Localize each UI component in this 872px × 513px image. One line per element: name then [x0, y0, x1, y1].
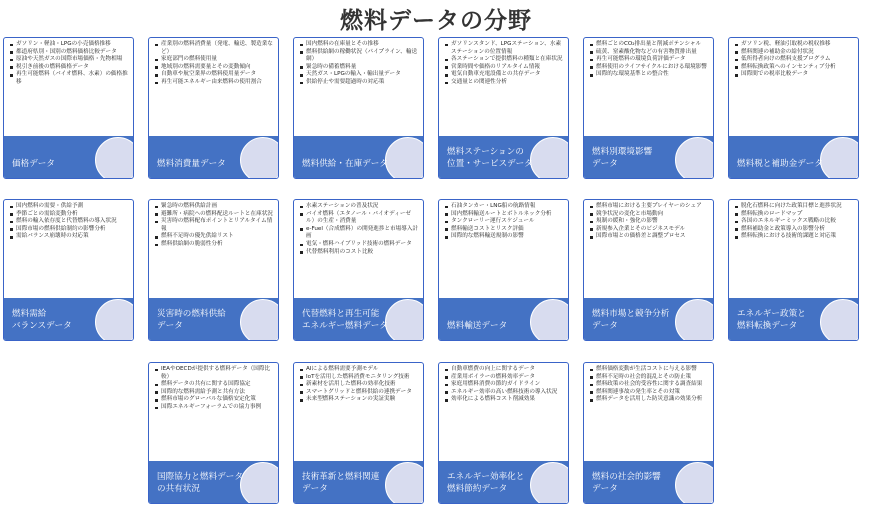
list-item: スマートグリッドと燃料供給の連携データ [300, 389, 419, 397]
list-item: エネルギー効率の高い燃料技術の導入状況 [445, 389, 564, 397]
category-card [148, 199, 279, 341]
category-card [728, 37, 859, 179]
list-item: 産業別の燃料消費量（発電、輸送、製造業など） [155, 41, 274, 56]
list-item: 国際的な環境基準との整合性 [590, 71, 709, 79]
list-item: 供給停止や需要超過時の対応策 [300, 79, 419, 87]
item-list [584, 38, 713, 79]
decorative-circle-icon [95, 137, 134, 179]
decorative-circle-icon [385, 462, 424, 504]
list-item: 各ステーションで提供燃料の種類と在庫状況 [445, 56, 564, 64]
list-item: e-Fuel（合成燃料）の開発進捗と市場導入計画 [300, 226, 419, 241]
list-item: ガソリン税、軽油引取税の税収推移 [735, 41, 854, 49]
list-item: 燃料データを活用した防災意識の効果分析 [590, 396, 709, 404]
category-label: 災害時の燃料供給 データ [157, 309, 226, 331]
list-item: 燃料使用のライフサイクルにおける環境影響 [590, 64, 709, 72]
list-item: 燃料転換における技術的課題と対応策 [735, 233, 854, 241]
list-item: バイオ燃料（エタノール・バイオディーゼル）の生産・消費量 [300, 211, 419, 226]
category-label: 国際協力と燃料データ の共有状況 [157, 472, 243, 494]
item-list [149, 200, 278, 249]
category-label-band [149, 298, 278, 340]
decorative-circle-icon [675, 462, 714, 504]
list-item: 燃料供給網の稼働状況（パイプライン、輸送網） [300, 49, 419, 64]
item-list [294, 38, 423, 87]
list-item: 競争状況の変化と市場動向 [590, 211, 709, 219]
category-label-band [584, 298, 713, 340]
decorative-circle-icon [240, 462, 279, 504]
list-item: 国際的な燃料需給予測と共有方法 [155, 389, 274, 397]
category-card [293, 362, 424, 504]
list-item: 災害時の燃料配布ポイントとリアルタイム情報 [155, 218, 274, 233]
list-item: 代替燃料利用のコスト比較 [300, 249, 419, 257]
list-item: 脱化石燃料に向けた政策目標と進捗状況 [735, 203, 854, 211]
category-card [438, 199, 569, 341]
decorative-circle-icon [820, 299, 859, 341]
list-item: 燃料関連事故の発生率とその対策 [590, 389, 709, 397]
list-item: 家庭用燃料消費の節約ガイドライン [445, 381, 564, 389]
category-label: 価格データ [12, 159, 55, 169]
category-label-band [4, 298, 133, 340]
list-item: 燃料関連の補助金の給付状況 [735, 49, 854, 57]
list-item: 国際的な燃料輸送規制の影響 [445, 233, 564, 241]
category-card [438, 37, 569, 179]
list-item: 国内燃料の需要・供給予測 [10, 203, 129, 211]
list-item: 燃料転換政策へのインセンティブ分析 [735, 64, 854, 72]
item-list [4, 38, 133, 87]
category-label: 燃料需給 バランスデータ [12, 309, 72, 331]
list-item: 営業時間や価格のリアルタイム情報 [445, 64, 564, 72]
decorative-circle-icon [675, 299, 714, 341]
decorative-circle-icon [675, 137, 714, 179]
list-item: 地域別の燃料需要量とその変動傾向 [155, 64, 274, 72]
item-list [584, 363, 713, 404]
list-item: IoTを活用した燃料消費モニタリング技術 [300, 374, 419, 382]
item-list [729, 38, 858, 79]
list-item: 国際エネルギーフォーラムでの協力事例 [155, 404, 274, 412]
category-card [293, 199, 424, 341]
list-item: 産業用ボイラーの燃料効率データ [445, 374, 564, 382]
list-item: 国際市場の燃料供給制約の影響分析 [10, 226, 129, 234]
category-label-band [294, 136, 423, 178]
list-item: 税引き前後の燃料価格データ [10, 64, 129, 72]
item-list [149, 38, 278, 87]
category-label: 燃料供給・在庫データ [302, 159, 388, 169]
category-label-band [149, 461, 278, 503]
category-card [148, 362, 279, 504]
list-item: 石油タンカー・LNG船の航路情報 [445, 203, 564, 211]
category-label: 代替燃料と再生可能 エネルギー燃料データ [302, 309, 388, 331]
list-item: 電気・燃料ハイブリッド技術の燃料データ [300, 241, 419, 249]
category-label: 技術革新と燃料関連 データ [302, 472, 380, 494]
category-label-band [4, 136, 133, 178]
list-item: 燃料市場における主要プレイヤーのシェア [590, 203, 709, 211]
list-item: 家庭部門の燃料使用量 [155, 56, 274, 64]
list-item: ガソリン・軽油・LPGの小売価格推移 [10, 41, 129, 49]
list-item: 再生可能エネルギー由来燃料の使用割合 [155, 79, 274, 87]
page-title: 燃料データの分野 [340, 8, 532, 34]
list-item: 需給バランス崩壊時の対応策 [10, 233, 129, 241]
decorative-circle-icon [530, 299, 569, 341]
category-card [583, 199, 714, 341]
list-item: 燃料データの共有に関する国際協定 [155, 381, 274, 389]
category-label: 燃料税と補助金データ [737, 159, 823, 169]
decorative-circle-icon [820, 137, 859, 179]
list-item: 燃料ごとのCO₂排出量と削減ポテンシャル [590, 41, 709, 49]
list-item: 再生可能燃料の環境負荷評価データ [590, 56, 709, 64]
item-list [294, 363, 423, 404]
category-label: 燃料消費量データ [157, 159, 226, 169]
item-list [4, 200, 133, 241]
item-list [149, 363, 278, 412]
list-item: 燃料転換のロードマップ [735, 211, 854, 219]
category-label: エネルギー効率化と 燃料節約データ [447, 472, 525, 494]
list-item: 燃料不足時の社会的混乱とその防止策 [590, 374, 709, 382]
category-card [583, 362, 714, 504]
category-label: 燃料の社会的影響 データ [592, 472, 661, 494]
list-item: 国内燃料輸送ルートとボトルネック分析 [445, 211, 564, 219]
list-item: 再生可能燃料（バイオ燃料、水素）の価格推移 [10, 71, 129, 86]
category-label-band [439, 461, 568, 503]
list-item: 燃料の輸入依存度と代替燃料の導入状況 [10, 218, 129, 226]
category-label-band [729, 298, 858, 340]
item-list [439, 363, 568, 404]
list-item: 水素ステーションの普及状況 [300, 203, 419, 211]
category-label-band [294, 298, 423, 340]
category-label-band [149, 136, 278, 178]
list-item: 自動車や航空業界の燃料使用量データ [155, 71, 274, 79]
list-item: 燃料輸送コストとリスク評価 [445, 226, 564, 234]
decorative-circle-icon [385, 299, 424, 341]
list-item: 新規参入企業とそのビジネスモデル [590, 226, 709, 234]
decorative-circle-icon [240, 299, 279, 341]
list-item: IEAやOECDが提供する燃料データ（国際比較） [155, 366, 274, 381]
category-label-band [439, 298, 568, 340]
category-label-band [294, 461, 423, 503]
list-item: 天然ガス・LPGの輸入・輸出量データ [300, 71, 419, 79]
decorative-circle-icon [530, 137, 569, 179]
category-label: 燃料別環境影響 データ [592, 147, 653, 169]
category-label-band [729, 136, 858, 178]
list-item: 緊急時の備蓄燃料量 [300, 64, 419, 72]
list-item: 緊急時の燃料供給計画 [155, 203, 274, 211]
list-item: 硫黄、窒素酸化物などの有害物質排出量 [590, 49, 709, 57]
decorative-circle-icon [95, 299, 134, 341]
list-item: 各国のエネルギーミックス戦略の比較 [735, 218, 854, 226]
category-card [148, 37, 279, 179]
list-item: 自動車燃費の向上に関するデータ [445, 366, 564, 374]
category-card [3, 199, 134, 341]
category-card [438, 362, 569, 504]
category-label: 燃料市場と競争分析 データ [592, 309, 670, 331]
list-item: 燃料補助金と政策導入の影響分析 [735, 226, 854, 234]
list-item: 燃料市場のグローバルな価格安定化策 [155, 396, 274, 404]
category-card [583, 37, 714, 179]
list-item: 効率化による燃料コスト削減効果 [445, 396, 564, 404]
item-list [439, 200, 568, 241]
category-label-band [584, 136, 713, 178]
item-list [439, 38, 568, 87]
list-item: 燃料価格変動が生活コストに与える影響 [590, 366, 709, 374]
decorative-circle-icon [385, 137, 424, 179]
list-item: 低所得者向けの燃料支援プログラム [735, 56, 854, 64]
category-label-band [584, 461, 713, 503]
list-item: 燃料政策の社会的受容性に関する調査結果 [590, 381, 709, 389]
list-item: 交通量との関連性分析 [445, 79, 564, 87]
list-item: 電気自動車充電設備との共存データ [445, 71, 564, 79]
list-item: 新素材を活用した燃料の効率化技術 [300, 381, 419, 389]
item-list [729, 200, 858, 241]
list-item: 原油や天然ガスの国際市場価格・先物相場 [10, 56, 129, 64]
list-item: 都道府県別・国別の燃料価格比較データ [10, 49, 129, 57]
category-card [293, 37, 424, 179]
list-item: 避難所・病院への燃料配送ルートと在庫状況 [155, 211, 274, 219]
list-item: 国際市場との価格差と調整プロセス [590, 233, 709, 241]
list-item: 燃料不足時の優先供給リスト [155, 233, 274, 241]
list-item: ガソリンスタンド、LPGステーション、水素ステーションの位置情報 [445, 41, 564, 56]
item-list [294, 200, 423, 256]
category-card [728, 199, 859, 341]
item-list [584, 200, 713, 241]
category-card [3, 37, 134, 179]
list-item: 規制の緩和・強化の影響 [590, 218, 709, 226]
category-label: エネルギー政策と 燃料転換データ [737, 309, 806, 331]
list-item: 国際間での税率比較データ [735, 71, 854, 79]
decorative-circle-icon [530, 462, 569, 504]
list-item: AIによる燃料需要予測モデル [300, 366, 419, 374]
list-item: タンクローリー運行スケジュール [445, 218, 564, 226]
list-item: 季節ごとの需給変動分析 [10, 211, 129, 219]
list-item: 燃料供給網の脆弱性分析 [155, 241, 274, 249]
list-item: 未来型燃料ステーションの実証実験 [300, 396, 419, 404]
category-label: 燃料ステーションの 位置・サービスデータ [447, 147, 533, 169]
decorative-circle-icon [240, 137, 279, 179]
category-label-band [439, 136, 568, 178]
list-item: 国内燃料の在庫量とその推移 [300, 41, 419, 49]
category-label: 燃料輸送データ [447, 321, 508, 331]
